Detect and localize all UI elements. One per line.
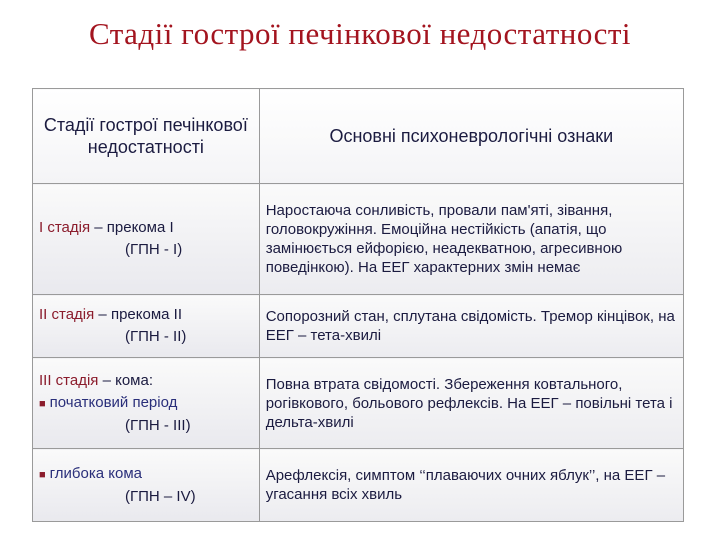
signs-cell: Повна втрата свідомості. Збереження ковтального, рогівкового, больового рефлексів. На ЕЕГ – повільні тета і дельта-хвилі <box>259 358 683 449</box>
stage-name: І стадія <box>39 219 91 236</box>
table-row <box>33 295 684 358</box>
stage-name: ІІ стадія <box>39 306 95 323</box>
stage-code: (ГПН – IV) <box>125 487 196 505</box>
signs-cell: Наростаюча сонливість, провали пам'яті, зівання, головокружіння. Емоційна нестійкість (апатія, що замінюється ейфорією, неадекватною, агресивною поведінкою). На ЕЕГ характерних змін немає <box>259 184 683 295</box>
stage-code: (ГПН - ІІ) <box>125 328 187 345</box>
header-stages: Стадії гострої печінкової недостатності <box>33 89 260 184</box>
stage-cell <box>33 449 260 522</box>
bullet-icon: ■ <box>39 468 46 481</box>
slide-title: Стадії гострої печінкової недостатності <box>88 16 632 51</box>
signs-cell: Сопорозний стан, сплутана свідомість. Тремор кінцівок, на ЕЕГ – тета-хвилі <box>259 295 683 358</box>
stage-subperiod: глибока кома <box>49 464 142 482</box>
stage-cell <box>33 295 260 358</box>
header-signs: Основні психоневрологічні ознаки <box>259 89 683 184</box>
table-row <box>33 184 684 295</box>
stage-cell <box>33 358 260 449</box>
bullet-icon: ■ <box>39 397 46 410</box>
stages-table <box>32 88 684 522</box>
table-header-row <box>33 89 684 184</box>
stage-title: – кома: <box>98 371 153 389</box>
table-row <box>33 449 684 522</box>
signs-cell: Арефлексія, симптом ‘‘плаваючих очних яблук’’, на ЕЕГ – угасання всіх хвиль <box>259 449 683 522</box>
stage-cell <box>33 184 260 295</box>
stage-title: – прекома І <box>90 219 174 236</box>
stage-title: – прекома ІІ <box>94 306 182 323</box>
stage-subperiod: початковий період <box>49 393 178 411</box>
stage-name: ІІІ стадія <box>39 371 99 389</box>
stage-code: (ГПН - ІІІ) <box>125 416 191 434</box>
table-row <box>33 358 684 449</box>
stage-code: (ГПН - І) <box>125 241 183 258</box>
